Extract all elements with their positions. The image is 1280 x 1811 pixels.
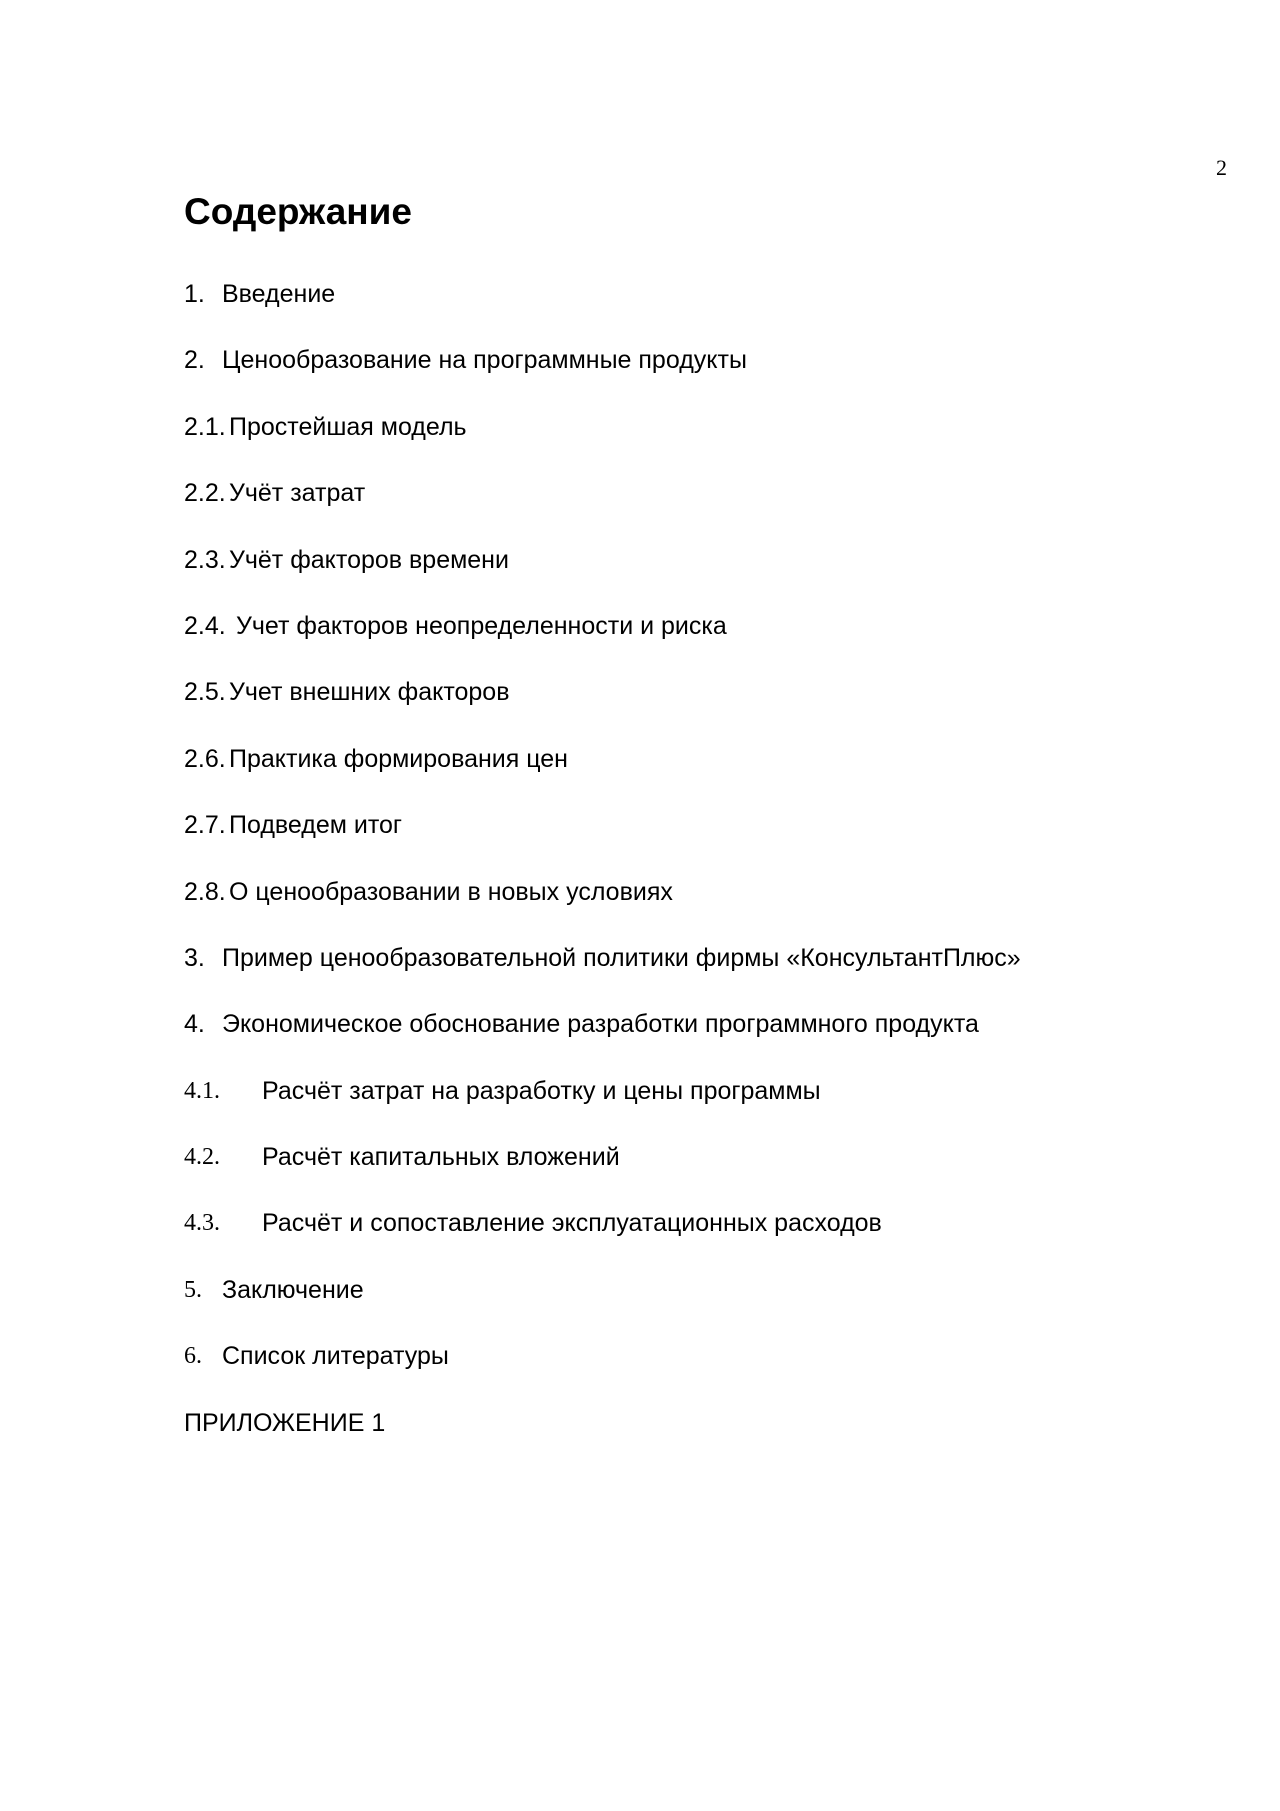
toc-item-uncertainty-risk[interactable]: [184, 610, 1184, 676]
toc-item-number: 5.: [184, 1276, 202, 1303]
toc-item-label: Ценообразование на программные продукты: [222, 346, 747, 375]
toc-item-label: Заключение: [222, 1275, 364, 1304]
toc-item-introduction[interactable]: [184, 278, 1184, 344]
toc-item-appendix-1[interactable]: [184, 1407, 1184, 1473]
toc-item-label: Учет факторов неопределенности и риска: [236, 611, 727, 640]
toc-item-references[interactable]: [184, 1340, 1184, 1406]
toc-item-label: Простейшая модель: [229, 412, 467, 441]
toc-item-simple-model[interactable]: [184, 411, 1184, 477]
toc-item-label: Список литературы: [222, 1342, 449, 1371]
toc-item-time-factors[interactable]: [184, 544, 1184, 610]
toc-item-operating-costs[interactable]: [184, 1207, 1184, 1273]
toc-item-label: Учёт факторов времени: [229, 545, 509, 574]
toc-item-conclusion[interactable]: [184, 1274, 1184, 1340]
toc-item-external-factors[interactable]: [184, 676, 1184, 742]
toc-item-number: 2.3.: [184, 545, 226, 574]
toc-item-label: Расчёт и сопоставление эксплуатационных расходов: [262, 1209, 882, 1238]
page-number: 2: [1216, 155, 1227, 180]
toc-item-number: 6.: [184, 1343, 202, 1370]
toc-item-new-conditions[interactable]: [184, 876, 1184, 942]
toc-item-label: О ценообразовании в новых условиях: [229, 877, 673, 906]
toc-item-label: Учёт затрат: [229, 479, 366, 508]
toc-item-number: 4.3.: [184, 1210, 220, 1237]
toc-item-label: Введение: [222, 280, 336, 308]
toc-item-number: 2.2.: [184, 479, 226, 508]
page-title: Содержание: [184, 191, 412, 232]
toc-item-number: 2.: [184, 346, 205, 375]
table-of-contents: [184, 278, 1184, 1473]
toc-item-number: 2.5.: [184, 678, 226, 707]
toc-item-label: Подведем итог: [229, 811, 403, 840]
toc-item-number: 2.1.: [184, 412, 226, 441]
toc-item-number: 4.: [184, 1010, 205, 1039]
toc-item-development-cost[interactable]: [184, 1075, 1184, 1141]
toc-item-pricing-practice[interactable]: [184, 743, 1184, 809]
toc-item-label: Экономическое обоснование разработки программного продукта: [222, 1010, 979, 1039]
toc-item-number: 1.: [184, 280, 205, 308]
toc-item-label: ПРИЛОЖЕНИЕ 1: [184, 1408, 386, 1437]
toc-item-number: 2.7.: [184, 811, 226, 840]
toc-item-number: 2.8.: [184, 877, 226, 906]
toc-item-summary[interactable]: [184, 809, 1184, 875]
toc-item-number: 4.1.: [184, 1077, 220, 1104]
toc-item-number: 2.6.: [184, 744, 226, 773]
toc-item-label: Расчёт затрат на разработку и цены программы: [262, 1076, 821, 1105]
toc-item-number: 4.2.: [184, 1144, 220, 1171]
toc-item-number: 3.: [184, 943, 205, 972]
toc-item-label: Учет внешних факторов: [229, 678, 510, 707]
toc-item-number: 2.4.: [184, 611, 226, 640]
toc-item-consultantplus-example[interactable]: [184, 942, 1184, 1008]
toc-item-capital-investment[interactable]: [184, 1141, 1184, 1207]
toc-item-economic-justification[interactable]: [184, 1008, 1184, 1074]
toc-item-label: Практика формирования цен: [229, 744, 568, 773]
toc-item-cost-accounting[interactable]: [184, 477, 1184, 543]
toc-item-label: Пример ценообразовательной политики фирмы «КонсультантПлюс»: [222, 943, 1021, 972]
toc-item-software-pricing[interactable]: [184, 344, 1184, 410]
toc-item-label: Расчёт капитальных вложений: [262, 1143, 620, 1172]
